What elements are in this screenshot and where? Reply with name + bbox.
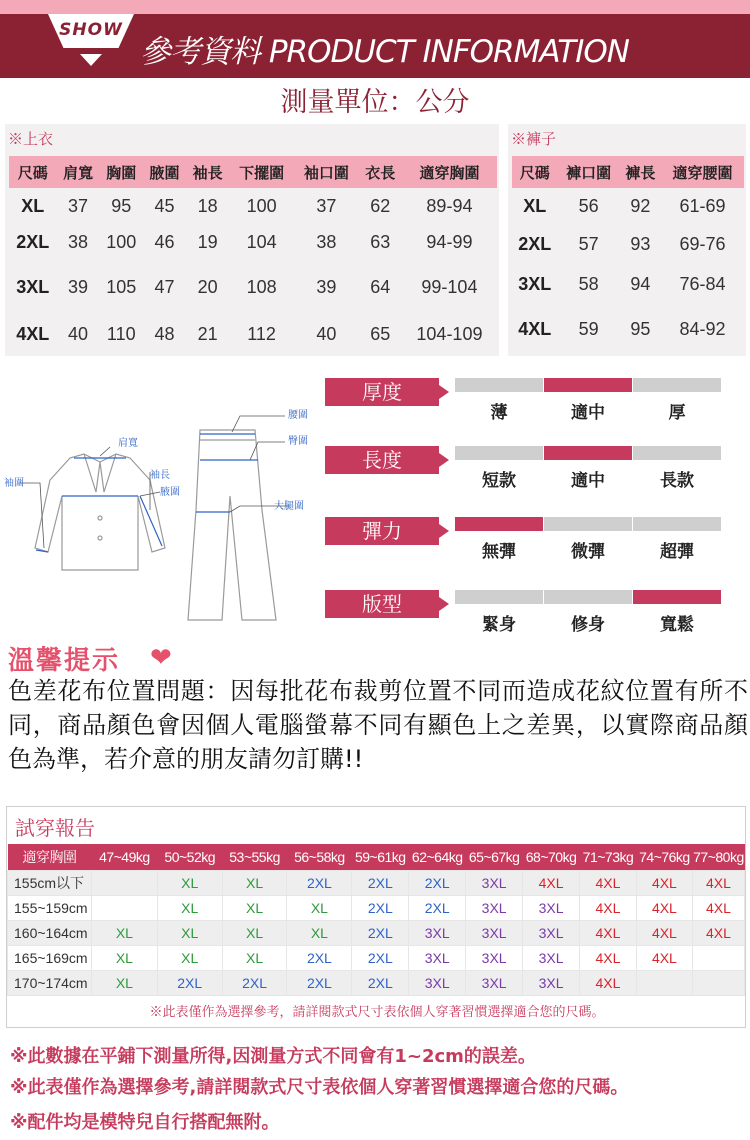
fit-report-note: ※此表僅作為選擇參考，請詳閱款式尺寸表依個人穿著習慣選擇適合您的尺碼。 [149, 1005, 605, 1020]
size-value-cell: 104 [246, 231, 277, 252]
size-value-cell: 99-104 [421, 276, 478, 297]
size-value-cell: 39 [316, 276, 337, 297]
size-value-cell: 46 [154, 231, 175, 252]
size-name-cell: 2XL [518, 233, 552, 254]
size-row [9, 260, 497, 314]
fit-size-cell: XL [157, 870, 222, 895]
size-value-cell: 38 [68, 231, 89, 252]
size-name-cell: XL [21, 195, 45, 216]
fit-size-cell: XL [157, 895, 222, 920]
fit-col-header: 68~70kg [523, 844, 580, 870]
attribute-label: 彈力 [325, 517, 439, 545]
size-name-cell: 4XL [16, 323, 50, 344]
scale-option-label: 薄 [490, 403, 508, 423]
fit-size-cell: 4XL [636, 920, 692, 945]
pants-size-table [512, 156, 744, 354]
fit-size-cell: 2XL [409, 895, 466, 920]
show-badge-text: SHOW [59, 20, 123, 40]
fit-size-cell: XL [287, 895, 352, 920]
size-value-cell: 112 [247, 323, 276, 344]
size-col-header: 尺碼 [9, 156, 56, 188]
fit-size-cell: 2XL [352, 945, 409, 970]
fit-size-cell: 2XL [352, 970, 409, 995]
size-col-header: 下擺圍 [229, 156, 294, 188]
fit-row-header: 170~174cm [8, 970, 92, 995]
fit-size-cell: XL [91, 970, 157, 995]
size-value-cell: 62 [370, 195, 391, 216]
fit-size-cell: 3XL [409, 970, 466, 995]
size-col-header: 袖長 [186, 156, 229, 188]
scale-option-label: 適中 [571, 403, 605, 423]
size-col-header: 尺碼 [512, 156, 558, 188]
notice-body: 色差花布位置問題：因每批花布裁剪位置不同而造成花紋位置有所不同，商品顏色會因個人電腦螢幕不同有顯色上之差異，以實際商品顏色為準，若介意的朋友請勿訂購!! [8, 677, 748, 773]
top-size-label: ※上衣 [8, 130, 54, 148]
size-value-cell: 57 [578, 233, 599, 254]
size-value-cell: 38 [316, 231, 337, 252]
fit-size-cell [91, 870, 157, 895]
scale-option-label: 超彈 [660, 542, 694, 562]
size-value-cell: 21 [197, 323, 218, 344]
show-arrow-icon [80, 54, 102, 66]
size-value-cell: 95 [630, 318, 651, 339]
fit-size-cell: XL [157, 945, 222, 970]
fit-size-cell: 3XL [409, 945, 466, 970]
size-value-cell: 93 [630, 233, 651, 254]
fit-size-cell: 3XL [466, 895, 523, 920]
fit-size-cell: 2XL [352, 870, 409, 895]
fit-row-header: 155cm以下 [8, 870, 92, 895]
scale-option-label: 寬鬆 [660, 615, 694, 635]
size-row [512, 304, 744, 354]
scale-segment [455, 378, 543, 392]
fit-col-header: 適穿胸圍 [8, 844, 92, 870]
notice-title: 溫馨提示 [8, 646, 121, 676]
fit-size-cell: 3XL [523, 945, 580, 970]
size-value-cell: 37 [68, 195, 89, 216]
fit-col-header: 50~52kg [157, 844, 222, 870]
footnote-3: ※配件均是模特兒自行搭配無附。 [10, 1112, 280, 1133]
size-value-cell: 61-69 [679, 195, 726, 216]
fit-size-cell: 3XL [466, 870, 523, 895]
fit-row [8, 945, 745, 970]
size-value-cell: 40 [68, 323, 89, 344]
fit-size-cell: 4XL [580, 895, 637, 920]
scale-segment [455, 517, 543, 531]
fit-size-cell: 3XL [466, 920, 523, 945]
fit-size-cell: 4XL [580, 870, 637, 895]
fit-row-header: 155~159cm [8, 895, 92, 920]
size-value-cell: 69-76 [679, 233, 726, 254]
fit-row-header: 160~164cm [8, 920, 92, 945]
size-row [9, 314, 497, 354]
fit-size-cell: 2XL [287, 945, 352, 970]
diagram-label-waist: 腰圍 [288, 410, 308, 421]
size-col-header: 適穿腰圍 [661, 156, 744, 188]
fit-report-table [7, 844, 745, 996]
scale-segment [633, 517, 721, 531]
fit-size-cell: 3XL [523, 970, 580, 995]
fit-size-cell: 2XL [222, 970, 287, 995]
heart-icon: ❤ [150, 643, 172, 673]
header-band [0, 14, 750, 78]
size-value-cell: 63 [370, 231, 391, 252]
scale-segment [455, 590, 543, 604]
fit-size-cell: 4XL [692, 870, 744, 895]
fit-size-cell: XL [222, 920, 287, 945]
fit-col-header: 74~76kg [636, 844, 692, 870]
fit-size-cell: 2XL [157, 970, 222, 995]
attribute-label: 版型 [325, 590, 439, 618]
fit-row [8, 970, 745, 995]
scale-segment [633, 378, 721, 392]
size-value-cell: 40 [316, 323, 337, 344]
scale-option-label: 無彈 [482, 542, 516, 562]
size-name-cell: 3XL [518, 273, 552, 294]
fit-size-cell: 2XL [352, 895, 409, 920]
size-row [512, 224, 744, 264]
fit-size-cell: 3XL [409, 920, 466, 945]
size-col-header: 腋圍 [143, 156, 186, 188]
top-size-table [9, 156, 497, 354]
fit-size-cell: 4XL [580, 970, 637, 995]
scale-segment [544, 590, 632, 604]
measurement-diagram [0, 400, 320, 640]
size-value-cell: 39 [68, 276, 89, 297]
scale-segment [455, 446, 543, 460]
fit-size-cell [91, 895, 157, 920]
fit-size-cell: 3XL [523, 895, 580, 920]
top-size-panel [5, 124, 499, 356]
fit-report-panel [6, 806, 746, 1028]
fit-size-cell: 4XL [580, 920, 637, 945]
scale-segment [544, 517, 632, 531]
fit-size-cell: XL [287, 920, 352, 945]
size-col-header: 褲長 [620, 156, 661, 188]
size-value-cell: 20 [197, 276, 218, 297]
size-value-cell: 110 [106, 323, 136, 344]
fit-size-cell: 4XL [636, 895, 692, 920]
fit-col-header: 56~58kg [287, 844, 352, 870]
fit-row [8, 870, 745, 895]
diagram-label-thigh: 大腿圍 [274, 501, 304, 512]
leader-lines [20, 416, 290, 548]
fit-size-cell: 2XL [287, 870, 352, 895]
fit-size-cell: 3XL [523, 920, 580, 945]
size-name-cell: 2XL [16, 231, 50, 252]
size-value-cell: 19 [197, 231, 218, 252]
fit-size-cell [636, 970, 692, 995]
scale-option-label: 適中 [571, 471, 605, 491]
size-col-header: 適穿胸圍 [402, 156, 497, 188]
footnote-1: ※此數據在平鋪下測量所得,因測量方式不同會有1~2cm的誤差。 [10, 1046, 536, 1067]
fit-col-header: 62~64kg [409, 844, 466, 870]
fit-size-cell: 4XL [692, 920, 744, 945]
fit-size-cell: XL [157, 920, 222, 945]
fit-size-cell: 2XL [352, 920, 409, 945]
size-value-cell: 105 [106, 276, 137, 297]
scale-segment [544, 446, 632, 460]
size-value-cell: 94-99 [426, 231, 473, 252]
fit-col-header: 47~49kg [91, 844, 157, 870]
pants-size-panel [508, 124, 746, 356]
header-top-strip [0, 0, 750, 14]
fit-col-header: 53~55kg [222, 844, 287, 870]
size-row [9, 224, 497, 260]
fit-col-header: 71~73kg [580, 844, 637, 870]
fit-row [8, 895, 745, 920]
size-value-cell: 59 [578, 318, 599, 339]
fit-size-cell: 3XL [466, 945, 523, 970]
size-value-cell: 58 [578, 273, 599, 294]
fit-size-cell: 4XL [523, 870, 580, 895]
footnote-2: ※此表僅作為選擇參考,請詳閱款式尺寸表依個人穿著習慣選擇適合您的尺碼。 [10, 1077, 629, 1098]
fit-size-cell: XL [222, 895, 287, 920]
size-value-cell: 100 [106, 231, 137, 252]
fit-size-cell: 2XL [287, 970, 352, 995]
size-name-cell: 3XL [16, 276, 50, 297]
size-value-cell: 104-109 [416, 323, 483, 344]
size-col-header: 衣長 [359, 156, 402, 188]
diagram-label-hip: 臀圍 [288, 436, 308, 447]
diagram-label-armpit: 腋圍 [160, 487, 180, 498]
fit-size-cell: 2XL [409, 870, 466, 895]
size-col-header: 褲口圍 [558, 156, 620, 188]
fit-size-cell: XL [91, 920, 157, 945]
fit-size-cell: 3XL [466, 970, 523, 995]
scale-segment [633, 590, 721, 604]
fit-size-cell: XL [222, 870, 287, 895]
size-value-cell: 100 [246, 195, 277, 216]
size-value-cell: 76-84 [679, 273, 726, 294]
diagram-label-shoulder: 肩寬 [118, 438, 138, 449]
size-col-header: 胸圍 [100, 156, 143, 188]
diagram-label-cuff: 袖圍 [4, 478, 24, 489]
size-value-cell: 48 [154, 323, 175, 344]
size-value-cell: 37 [316, 195, 337, 216]
size-name-cell: 4XL [518, 318, 552, 339]
size-row [9, 188, 497, 224]
fit-row-header: 165~169cm [8, 945, 92, 970]
size-value-cell: 89-94 [426, 195, 473, 216]
size-value-cell: 18 [197, 195, 218, 216]
scale-option-label: 微彈 [571, 542, 605, 562]
jacket-outline [35, 454, 165, 570]
fit-size-cell [692, 970, 744, 995]
fit-size-cell: XL [222, 945, 287, 970]
fit-size-cell: 4XL [580, 945, 637, 970]
size-name-cell: XL [523, 195, 547, 216]
size-row [512, 188, 744, 224]
page-title: 參考資料 PRODUCT INFORMATION [140, 34, 629, 70]
scale-option-label: 短款 [482, 471, 516, 491]
scale-segment [544, 378, 632, 392]
size-value-cell: 95 [111, 195, 132, 216]
scale-option-label: 修身 [571, 615, 605, 635]
diagram-label-sleeve: 袖長 [150, 470, 170, 481]
fit-row [8, 920, 745, 945]
fit-col-header: 59~61kg [352, 844, 409, 870]
scale-option-label: 長款 [660, 471, 694, 491]
size-value-cell: 108 [246, 276, 277, 297]
size-col-header: 肩寬 [56, 156, 99, 188]
size-value-cell: 64 [370, 276, 391, 297]
fit-col-header: 65~67kg [466, 844, 523, 870]
size-value-cell: 47 [154, 276, 175, 297]
scale-option-label: 厚 [668, 403, 686, 423]
size-value-cell: 65 [370, 323, 391, 344]
unit-line: 測量單位：公分 [280, 87, 470, 118]
attribute-label: 長度 [325, 446, 439, 474]
size-value-cell: 92 [630, 195, 651, 216]
size-value-cell: 84-92 [679, 318, 726, 339]
size-value-cell: 45 [154, 195, 175, 216]
fit-col-header: 77~80kg [692, 844, 744, 870]
fit-size-cell: 4XL [636, 870, 692, 895]
attribute-label: 厚度 [325, 378, 439, 406]
fit-size-cell: XL [91, 945, 157, 970]
pants-outline [188, 430, 276, 620]
size-value-cell: 56 [578, 195, 599, 216]
scale-option-label: 緊身 [482, 615, 516, 635]
fit-size-cell: 4XL [692, 895, 744, 920]
fit-report-title: 試穿報告 [15, 816, 95, 840]
size-row [512, 264, 744, 304]
scale-segment [633, 446, 721, 460]
fit-size-cell: 4XL [636, 945, 692, 970]
fit-size-cell [692, 945, 744, 970]
size-col-header: 袖口圍 [294, 156, 359, 188]
size-value-cell: 94 [630, 273, 651, 294]
pants-size-label: ※褲子 [511, 130, 557, 148]
